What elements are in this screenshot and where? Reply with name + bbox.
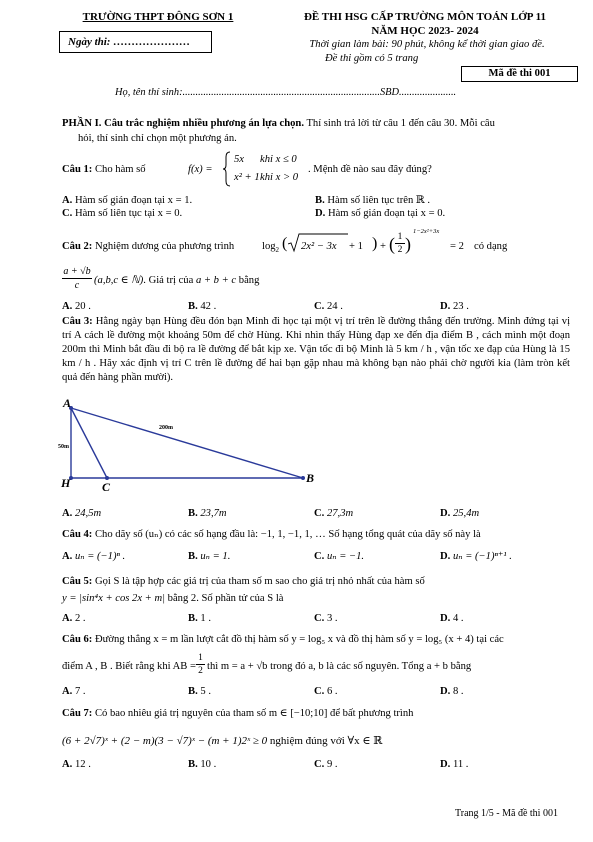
q2-text-post: có dạng bbox=[474, 241, 508, 252]
q2-log: $\log_2$ bbox=[262, 241, 280, 255]
q1-option-a[interactable]: A. Hàm số gián đoạn tại x = 1. bbox=[62, 195, 193, 206]
q5-stem bbox=[62, 575, 572, 589]
q1-options-row1 bbox=[62, 194, 568, 208]
q7-text: Có bao nhiêu giá trị nguyên của tham số m ∈ [−10;10] để bất phương trình bbox=[92, 708, 414, 719]
q4-stem bbox=[62, 528, 572, 542]
exam-year: NĂM HỌC 2023- 2024 bbox=[371, 25, 479, 37]
q4-label: Câu 4: bbox=[62, 529, 93, 540]
q3-label-b: B bbox=[306, 471, 315, 485]
q3-option-c[interactable]: C. 27,3m bbox=[314, 508, 354, 519]
page-footer: Trang 1/5 - Mã đề thi 001 bbox=[455, 808, 558, 819]
q2-form-tail: (a,b,c ∈ ℕ). Giá trị của a + b + c bằng bbox=[94, 275, 260, 286]
q2-exponent: 1−2x²+3x bbox=[413, 228, 440, 235]
q7-options bbox=[62, 758, 566, 772]
q6-options bbox=[62, 685, 566, 699]
q5-text: Gọi S là tập hợp các giá trị của tham số m sao cho giá trị nhỏ nhất của hàm số bbox=[92, 576, 425, 587]
q3-options bbox=[62, 507, 566, 521]
student-info-line: Họ, tên thí sinh:............................................................................SBD...................... bbox=[115, 87, 457, 98]
exam-title: ĐỀ THI HSG CẤP TRƯỜNG MÔN TOÁN LỚP 11 bbox=[303, 11, 547, 23]
part1-desc2: hỏi, thí sinh chỉ chọn một phương án. bbox=[78, 133, 237, 144]
q2-eq: = 2 bbox=[450, 241, 464, 252]
q2-plus: + bbox=[380, 241, 386, 252]
q5-stem-2 bbox=[62, 592, 283, 606]
q6-option-d[interactable]: D. 8 . bbox=[440, 686, 464, 697]
q6-stem-2a: điểm A , B . Biết rằng khi AB = bbox=[62, 661, 196, 672]
q2-options bbox=[62, 300, 566, 314]
q6-option-a[interactable]: A. 7 . bbox=[62, 686, 86, 697]
q1-options-row2 bbox=[62, 207, 568, 221]
q6-frac-num: 1 bbox=[196, 653, 205, 665]
q2-paren-close: ) bbox=[372, 235, 378, 252]
q5-option-a[interactable]: A. 2 . bbox=[62, 613, 86, 624]
q3-option-a[interactable]: A. 24,5m bbox=[62, 508, 102, 519]
q2-option-d[interactable]: D. 23 . bbox=[440, 301, 469, 312]
q3-segment-ac bbox=[71, 408, 107, 478]
q3-label-50m: 50m bbox=[58, 444, 69, 450]
q3-text: Hằng ngày bạn Hùng đều đón bạn Minh đi học tại một vị trí trên lề đường thẳng đến trường. Minh đứng tại vị trí A cách lề đường một khoảng 50m để chờ Hùng. Khi nhìn thấy Hùng đạp xe đến địa điểm B , cách mình một đoạn 200m thì Minh bắt đầu đi bộ ra lề đường để bắt kịp xe. Vận tốc đi bộ Minh là 5 km / h , vận tốc xe đạp của Hùng là 15 km / h . Hãy xác định vị trí C trên lề đường để hai bạn gặp nhau mà không bạn nào phải chờ người kia (làm tròn kết quả đến hàng phần mười). bbox=[62, 316, 571, 383]
q2-option-a[interactable]: A. 20 . bbox=[62, 301, 91, 312]
q7-option-b[interactable]: B. 10 . bbox=[188, 759, 217, 770]
school-name: TRƯỜNG THPT ĐÔNG SƠN 1 bbox=[82, 11, 234, 23]
q1-text-post: . Mệnh đề nào sau đây đúng? bbox=[308, 164, 432, 175]
q4-option-b[interactable]: B. uₙ = 1. bbox=[188, 551, 231, 562]
q3-option-d[interactable]: D. 25,4m bbox=[440, 508, 480, 519]
q2-paren2-close: ) bbox=[405, 234, 411, 254]
q2-option-b[interactable]: B. 42 . bbox=[188, 301, 217, 312]
q5-option-b[interactable]: B. 1 . bbox=[188, 613, 211, 624]
q5-function: y = |sin⁴x + cos 2x + m| bbox=[62, 593, 166, 604]
q6-stem bbox=[62, 633, 572, 647]
q2-option-c[interactable]: C. 24 . bbox=[314, 301, 343, 312]
q6-text: Đường thẳng x = m lần lượt cắt đồ thị hàm số y = log₅ x và đồ thị hàm số y = log₅ (x + 4) tại các bbox=[92, 634, 504, 645]
q5-option-d[interactable]: D. 4 . bbox=[440, 613, 464, 624]
q5-label: Câu 5: bbox=[62, 576, 93, 587]
exam-code-box: Mã đề thi 001 bbox=[461, 66, 578, 82]
q2-frac-num: 1 bbox=[395, 232, 405, 244]
q7-stem bbox=[62, 707, 572, 721]
q4-option-a[interactable]: A. uₙ = (−1)ⁿ . bbox=[62, 551, 126, 562]
part1-title: PHẦN I. Câu trắc nghiệm nhiều phương án lựa chọn. bbox=[62, 118, 304, 129]
exam-pages: Đề thi gồm có 5 trang bbox=[325, 53, 419, 64]
q1-option-b[interactable]: B. Hàm số liên tục trên ℝ . bbox=[315, 195, 431, 206]
q1-label: Câu 1: bbox=[62, 164, 93, 175]
q1-stem bbox=[62, 163, 146, 177]
q2-form-num: a + √b bbox=[63, 266, 91, 277]
part1-heading bbox=[62, 117, 570, 131]
q4-options bbox=[62, 550, 566, 564]
q7-inequality: (6 + 2√7)ˣ + (2 − m)(3 − √7)ˣ − (m + 1)2ˣ ≥ 0 bbox=[62, 735, 268, 747]
q4-option-d[interactable]: D. uₙ = (−1)ⁿ⁺¹ . bbox=[440, 551, 512, 562]
q6-stem-2b: thì m = a + √b trong đó a, b là các số nguyên. Tổng a + b bằng bbox=[207, 661, 472, 672]
q7-stem-2 bbox=[62, 734, 382, 749]
q3-label-c: C bbox=[102, 480, 111, 494]
q3-figure bbox=[55, 395, 325, 495]
q1-case1-expr: 5x bbox=[234, 154, 244, 165]
q1-case1-cond: khi x ≤ 0 bbox=[260, 154, 297, 165]
q4-text: Cho dãy số (uₙ) có các số hạng đầu là: −1, 1, −1, 1, … Số hạng tổng quát của dãy số này là bbox=[92, 529, 481, 540]
q7-text2: nghiệm đúng với ∀x ∈ ℝ bbox=[267, 735, 383, 747]
q3-label: Câu 3: bbox=[62, 316, 93, 327]
q1-option-c[interactable]: C. Hàm số liên tục tại x = 0. bbox=[62, 208, 183, 219]
q3-point-b bbox=[301, 476, 305, 480]
q3-label-200m: 200m bbox=[159, 425, 173, 431]
q3-segment-ab bbox=[71, 408, 303, 478]
q3-label-h: H bbox=[61, 476, 71, 490]
part1-desc: Thí sinh trả lời từ câu 1 đến câu 30. Mỗi câu bbox=[303, 118, 495, 129]
q2-label: Câu 2: bbox=[62, 241, 93, 252]
q2-paren-open: ( bbox=[282, 235, 288, 252]
q3-stem bbox=[62, 315, 570, 385]
exam-date-box: Ngày thi: ………………… bbox=[59, 31, 212, 53]
q6-label: Câu 6: bbox=[62, 634, 93, 645]
q6-frac-den: 2 bbox=[198, 666, 203, 676]
q6-option-c[interactable]: C. 6 . bbox=[314, 686, 338, 697]
q2-frac-den: 2 bbox=[397, 245, 403, 255]
q2-root-expr: 2x² − 3x bbox=[301, 241, 337, 252]
q6-option-b[interactable]: B. 5 . bbox=[188, 686, 211, 697]
q1-fx: f(x) = bbox=[188, 164, 213, 175]
q7-option-c[interactable]: C. 9 . bbox=[314, 759, 338, 770]
q2-stem bbox=[62, 240, 234, 254]
q5-option-c[interactable]: C. 3 . bbox=[314, 613, 338, 624]
exam-duration: Thời gian làm bài: 90 phút, không kể thời gian giao đề. bbox=[309, 39, 545, 50]
q1-text: Cho hàm số bbox=[92, 164, 146, 175]
q7-label: Câu 7: bbox=[62, 708, 93, 719]
q1-case2-cond: khi x > 0 bbox=[260, 172, 299, 183]
q2-form-den: c bbox=[74, 280, 80, 291]
q7-option-a[interactable]: A. 12 . bbox=[62, 759, 91, 770]
q2-text: Nghiệm dương của phương trình bbox=[92, 241, 235, 252]
q5-options bbox=[62, 612, 566, 626]
q7-option-d[interactable]: D. 11 . bbox=[440, 759, 469, 770]
q2-paren2-open: ( bbox=[389, 234, 395, 254]
q5-text2: bằng 2. Số phần tử của S là bbox=[165, 593, 284, 604]
q2-plus1: + 1 bbox=[349, 241, 363, 252]
q1-brace bbox=[223, 151, 231, 187]
q3-label-a: A bbox=[63, 396, 72, 410]
q4-option-c[interactable]: C. uₙ = −1. bbox=[314, 551, 365, 562]
q1-option-d[interactable]: D. Hàm số gián đoạn tại x = 0. bbox=[315, 208, 446, 219]
q3-option-b[interactable]: B. 23,7m bbox=[188, 508, 227, 519]
q1-case2-expr: x² + 1 bbox=[234, 172, 260, 183]
